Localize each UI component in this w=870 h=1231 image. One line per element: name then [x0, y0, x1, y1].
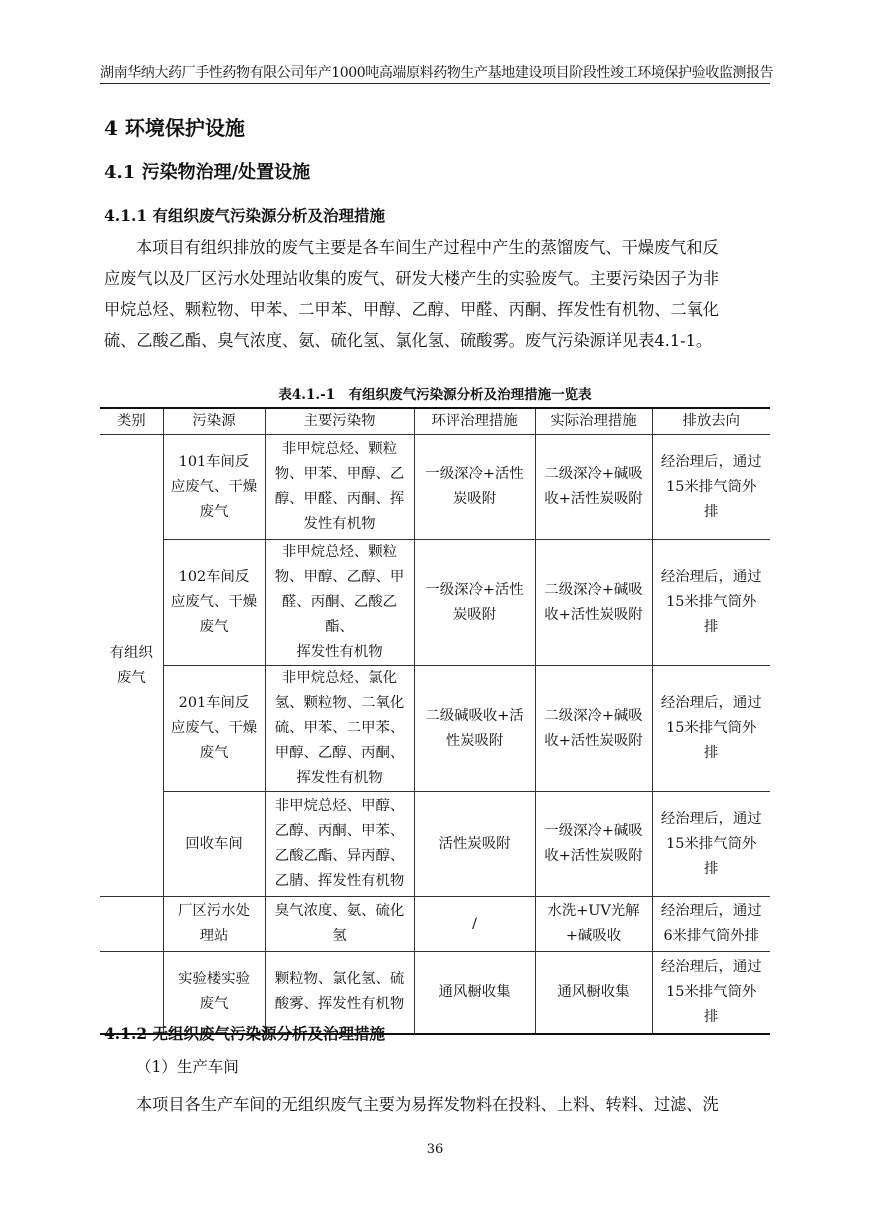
paragraph-line: 本项目各生产车间的无组织废气主要为易挥发物料在投料、上料、转料、过滤、洗	[136, 1095, 719, 1114]
running-header: 湖南华纳大药厂手性药物有限公司年产1000吨高端原料药物生产基地建设项目阶段性竣工环境保护验收监测报告	[100, 65, 774, 81]
emission-table	[100, 407, 770, 1035]
category-cell-empty	[100, 897, 163, 952]
eia-measure-cell: 一级深冷+活性 炭吸附	[414, 435, 535, 540]
table-row	[100, 666, 770, 792]
header-pollutants: 主要污染物	[265, 408, 414, 435]
eia-measure-cell: 一级深冷+活性 炭吸附	[414, 540, 535, 666]
paragraph-line: 甲烷总烃、颗粒物、甲苯、二甲苯、甲醇、乙醇、甲醛、丙酮、挥发性有机物、二氧化	[104, 300, 720, 319]
subsection-heading-organized: 4.1.1 有组织废气污染源分析及治理措施	[104, 206, 386, 225]
intro-paragraph	[104, 232, 770, 356]
pollutants-cell: 非甲烷总烃、氯化 氢、颗粒物、二氧化 硫、甲苯、二甲苯、 甲醇、乙醇、丙酮、 挥发性有机物	[265, 666, 414, 792]
subsection-body	[104, 1052, 770, 1120]
actual-measure-cell: 通风橱收集	[535, 952, 652, 1034]
header-eia-measure: 环评治理措施	[414, 408, 535, 435]
table-row	[100, 540, 770, 666]
source-cell: 回收车间	[163, 792, 265, 897]
category-cell: 有组织 废气	[100, 435, 163, 897]
actual-measure-cell: 一级深冷+碱吸 收+活性炭吸附	[535, 792, 652, 897]
eia-measure-cell: 通风橱收集	[414, 952, 535, 1034]
pollutants-cell: 非甲烷总烃、甲醇、 乙醇、丙酮、甲苯、 乙酸乙酯、异丙醇、 乙腈、挥发性有机物	[265, 792, 414, 897]
table-caption: 表4.1.-1 有组织废气污染源分析及治理措施一览表	[278, 387, 592, 403]
discharge-cell: 经治理后，通过 15米排气筒外 排	[652, 540, 770, 666]
eia-measure-cell: 二级碱吸收+活 性炭吸附	[414, 666, 535, 792]
table-header-row	[100, 408, 770, 435]
actual-measure-cell: 水洗+UV光解 +碱吸收	[535, 897, 652, 952]
table-row	[100, 792, 770, 897]
paragraph-line: 应废气以及厂区污水处理站收集的废气、研发大楼产生的实验废气。主要污染因子为非	[104, 269, 720, 288]
table-row	[100, 897, 770, 952]
actual-measure-cell: 二级深冷+碱吸 收+活性炭吸附	[535, 666, 652, 792]
section-heading: 4.1 污染物治理/处置设施	[104, 162, 311, 183]
actual-measure-cell: 二级深冷+碱吸 收+活性炭吸附	[535, 540, 652, 666]
source-cell: 厂区污水处 理站	[163, 897, 265, 952]
source-cell: 201车间反 应废气、干燥 废气	[163, 666, 265, 792]
paragraph-line: 硫、乙酸乙酯、臭气浓度、氨、硫化氢、氯化氢、硫酸雾。废气污染源详见表4.1-1。	[104, 331, 713, 350]
eia-measure-cell: /	[414, 897, 535, 952]
discharge-cell: 经治理后，通过 15米排气筒外 排	[652, 952, 770, 1034]
header-actual-measure: 实际治理措施	[535, 408, 652, 435]
source-cell: 实验楼实验 废气	[163, 952, 265, 1034]
pollutants-cell: 非甲烷总烃、颗粒 物、甲苯、甲醇、乙 醇、甲醛、丙酮、挥 发性有机物	[265, 435, 414, 540]
discharge-cell: 经治理后，通过 15米排气筒外 排	[652, 435, 770, 540]
pollutants-cell: 臭气浓度、氨、硫化 氢	[265, 897, 414, 952]
discharge-cell: 经治理后，通过 15米排气筒外 排	[652, 666, 770, 792]
header-discharge: 排放去向	[652, 408, 770, 435]
header-rule	[100, 83, 770, 84]
pollutants-cell: 非甲烷总烃、颗粒 物、甲醇、乙醇、甲 醛、丙酮、乙酸乙酯、 挥发性有机物	[265, 540, 414, 666]
subsection-heading-unorganized: 4.1.2 无组织废气污染源分析及治理措施	[104, 1024, 386, 1043]
header-category: 类别	[100, 408, 163, 435]
chapter-heading: 4 环境保护设施	[104, 116, 245, 140]
subheading-production-workshop: （1）生产车间	[136, 1058, 239, 1076]
discharge-cell: 经治理后，通过 15米排气筒外 排	[652, 792, 770, 897]
header-source: 污染源	[163, 408, 265, 435]
actual-measure-cell: 二级深冷+碱吸 收+活性炭吸附	[535, 435, 652, 540]
source-cell: 101车间反 应废气、干燥 废气	[163, 435, 265, 540]
discharge-cell: 经治理后，通过 6米排气筒外排	[652, 897, 770, 952]
eia-measure-cell: 活性炭吸附	[414, 792, 535, 897]
paragraph-line: 本项目有组织排放的废气主要是各车间生产过程中产生的蒸馏废气、干燥废气和反	[136, 238, 719, 257]
source-cell: 102车间反 应废气、干燥 废气	[163, 540, 265, 666]
table-row	[100, 435, 770, 540]
page-number: 36	[426, 1142, 444, 1157]
pollutants-cell: 颗粒物、氯化氢、硫 酸雾、挥发性有机物	[265, 952, 414, 1034]
